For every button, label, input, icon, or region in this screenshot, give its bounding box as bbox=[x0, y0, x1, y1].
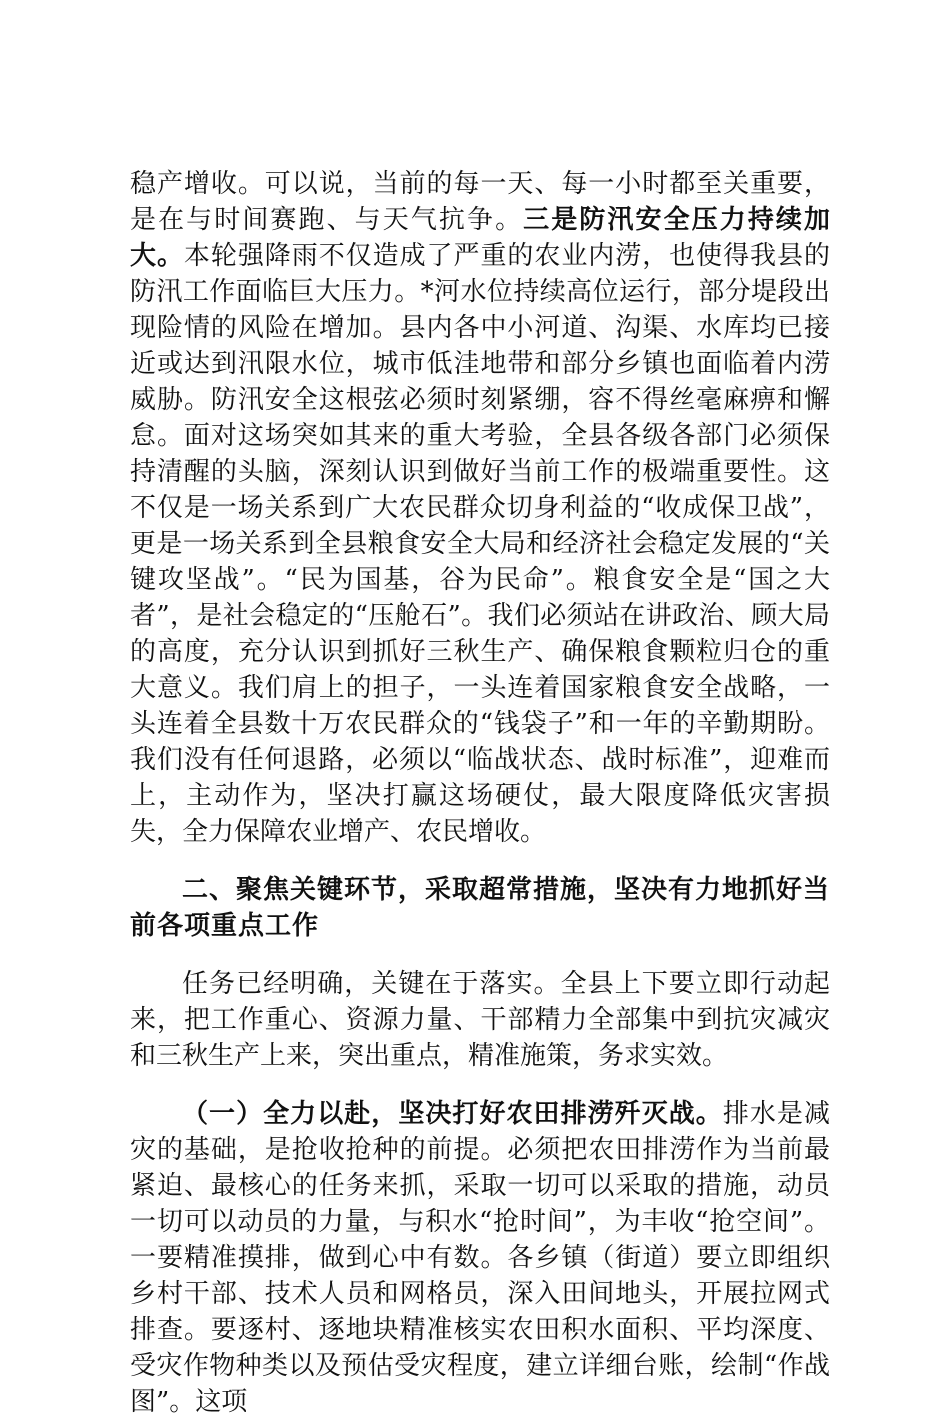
paragraph-text: 排水是减灾的基础，是抢收抢种的前提。必须把农田排涝作为当前最紧迫、最核心的任务来抓，采取一切可以采取的措施，动员一切可以动员的力量，与积水“抢时间”，为丰收“抢空间”。一要精准摸排，做到心中有数。各乡镇（街道）要立即组织乡村干部、技术人员和网格员，深入田间地头，开展拉网式排查。要逐村、逐地块精准核实农田积水面积、平均深度、受灾作物种类以及预估受灾程度，建立详细台账，绘制“作战图”。这项 bbox=[130, 1099, 830, 1417]
paragraph-text: 本轮强降雨不仅造成了严重的农业内涝，也使得我县的防汛工作面临巨大压力。*河水位持续高位运行，部分堤段出现险情的风险在增加。县内各中小河道、沟渠、水库均已接近或达到汛限水位，城市低洼地带和部分乡镇也面临着内涝威胁。防汛安全这根弦必须时刻紧绷，容不得丝毫麻痹和懈怠。面对这场突如其来的重大考验，全县各级各部门必须保持清醒的头脑，深刻认识到做好当前工作的极端重要性。这不仅是一场关系到广大农民群众切身利益的“收成保卫战”，更是一场关系到全县粮食安全大局和经济社会稳定发展的“关键攻坚战”。“民为国基，谷为民命”。粮食安全是“国之大者”，是社会稳定的“压舱石”。我们必须站在讲政治、顾大局的高度，充分认识到抓好三秋生产、确保粮食颗粒归仓的重大意义。我们肩上的担子，一头连着国家粮食安全战略，一头连着全县数十万农民群众的“钱袋子”和一年的辛勤期盼。我们没有任何退路，必须以“临战状态、战时标准”，迎难而上，主动作为，坚决打赢这场硬仗，最大限度降低灾害损失，全力保障农业增产、农民增收。 bbox=[130, 241, 830, 847]
paragraph-text: 稳产增收。可以说，当前的每一天、每一小时都至关重要，是在与时间赛跑、与天气抗争。 bbox=[130, 169, 830, 235]
paragraph-drainage bbox=[130, 1096, 830, 1420]
subsection-heading-one: （一）全力以赴，坚决打好农田排涝歼灭战。 bbox=[182, 1099, 723, 1129]
paragraph-flood-pressure bbox=[130, 166, 830, 850]
paragraph-implementation: 任务已经明确，关键在于落实。全县上下要立即行动起来，把工作重心、资源力量、干部精力全部集中到抗灾减灾和三秋生产上来，突出重点，精准施策，务求实效。 bbox=[130, 969, 830, 1071]
bold-point-three: 三是防汛安全压力持续加大。 bbox=[130, 205, 830, 271]
section-heading-two: 二、聚焦关键环节，采取超常措施，坚决有力地抓好当前各项重点工作 bbox=[130, 875, 831, 941]
document-page bbox=[130, 166, 830, 1420]
